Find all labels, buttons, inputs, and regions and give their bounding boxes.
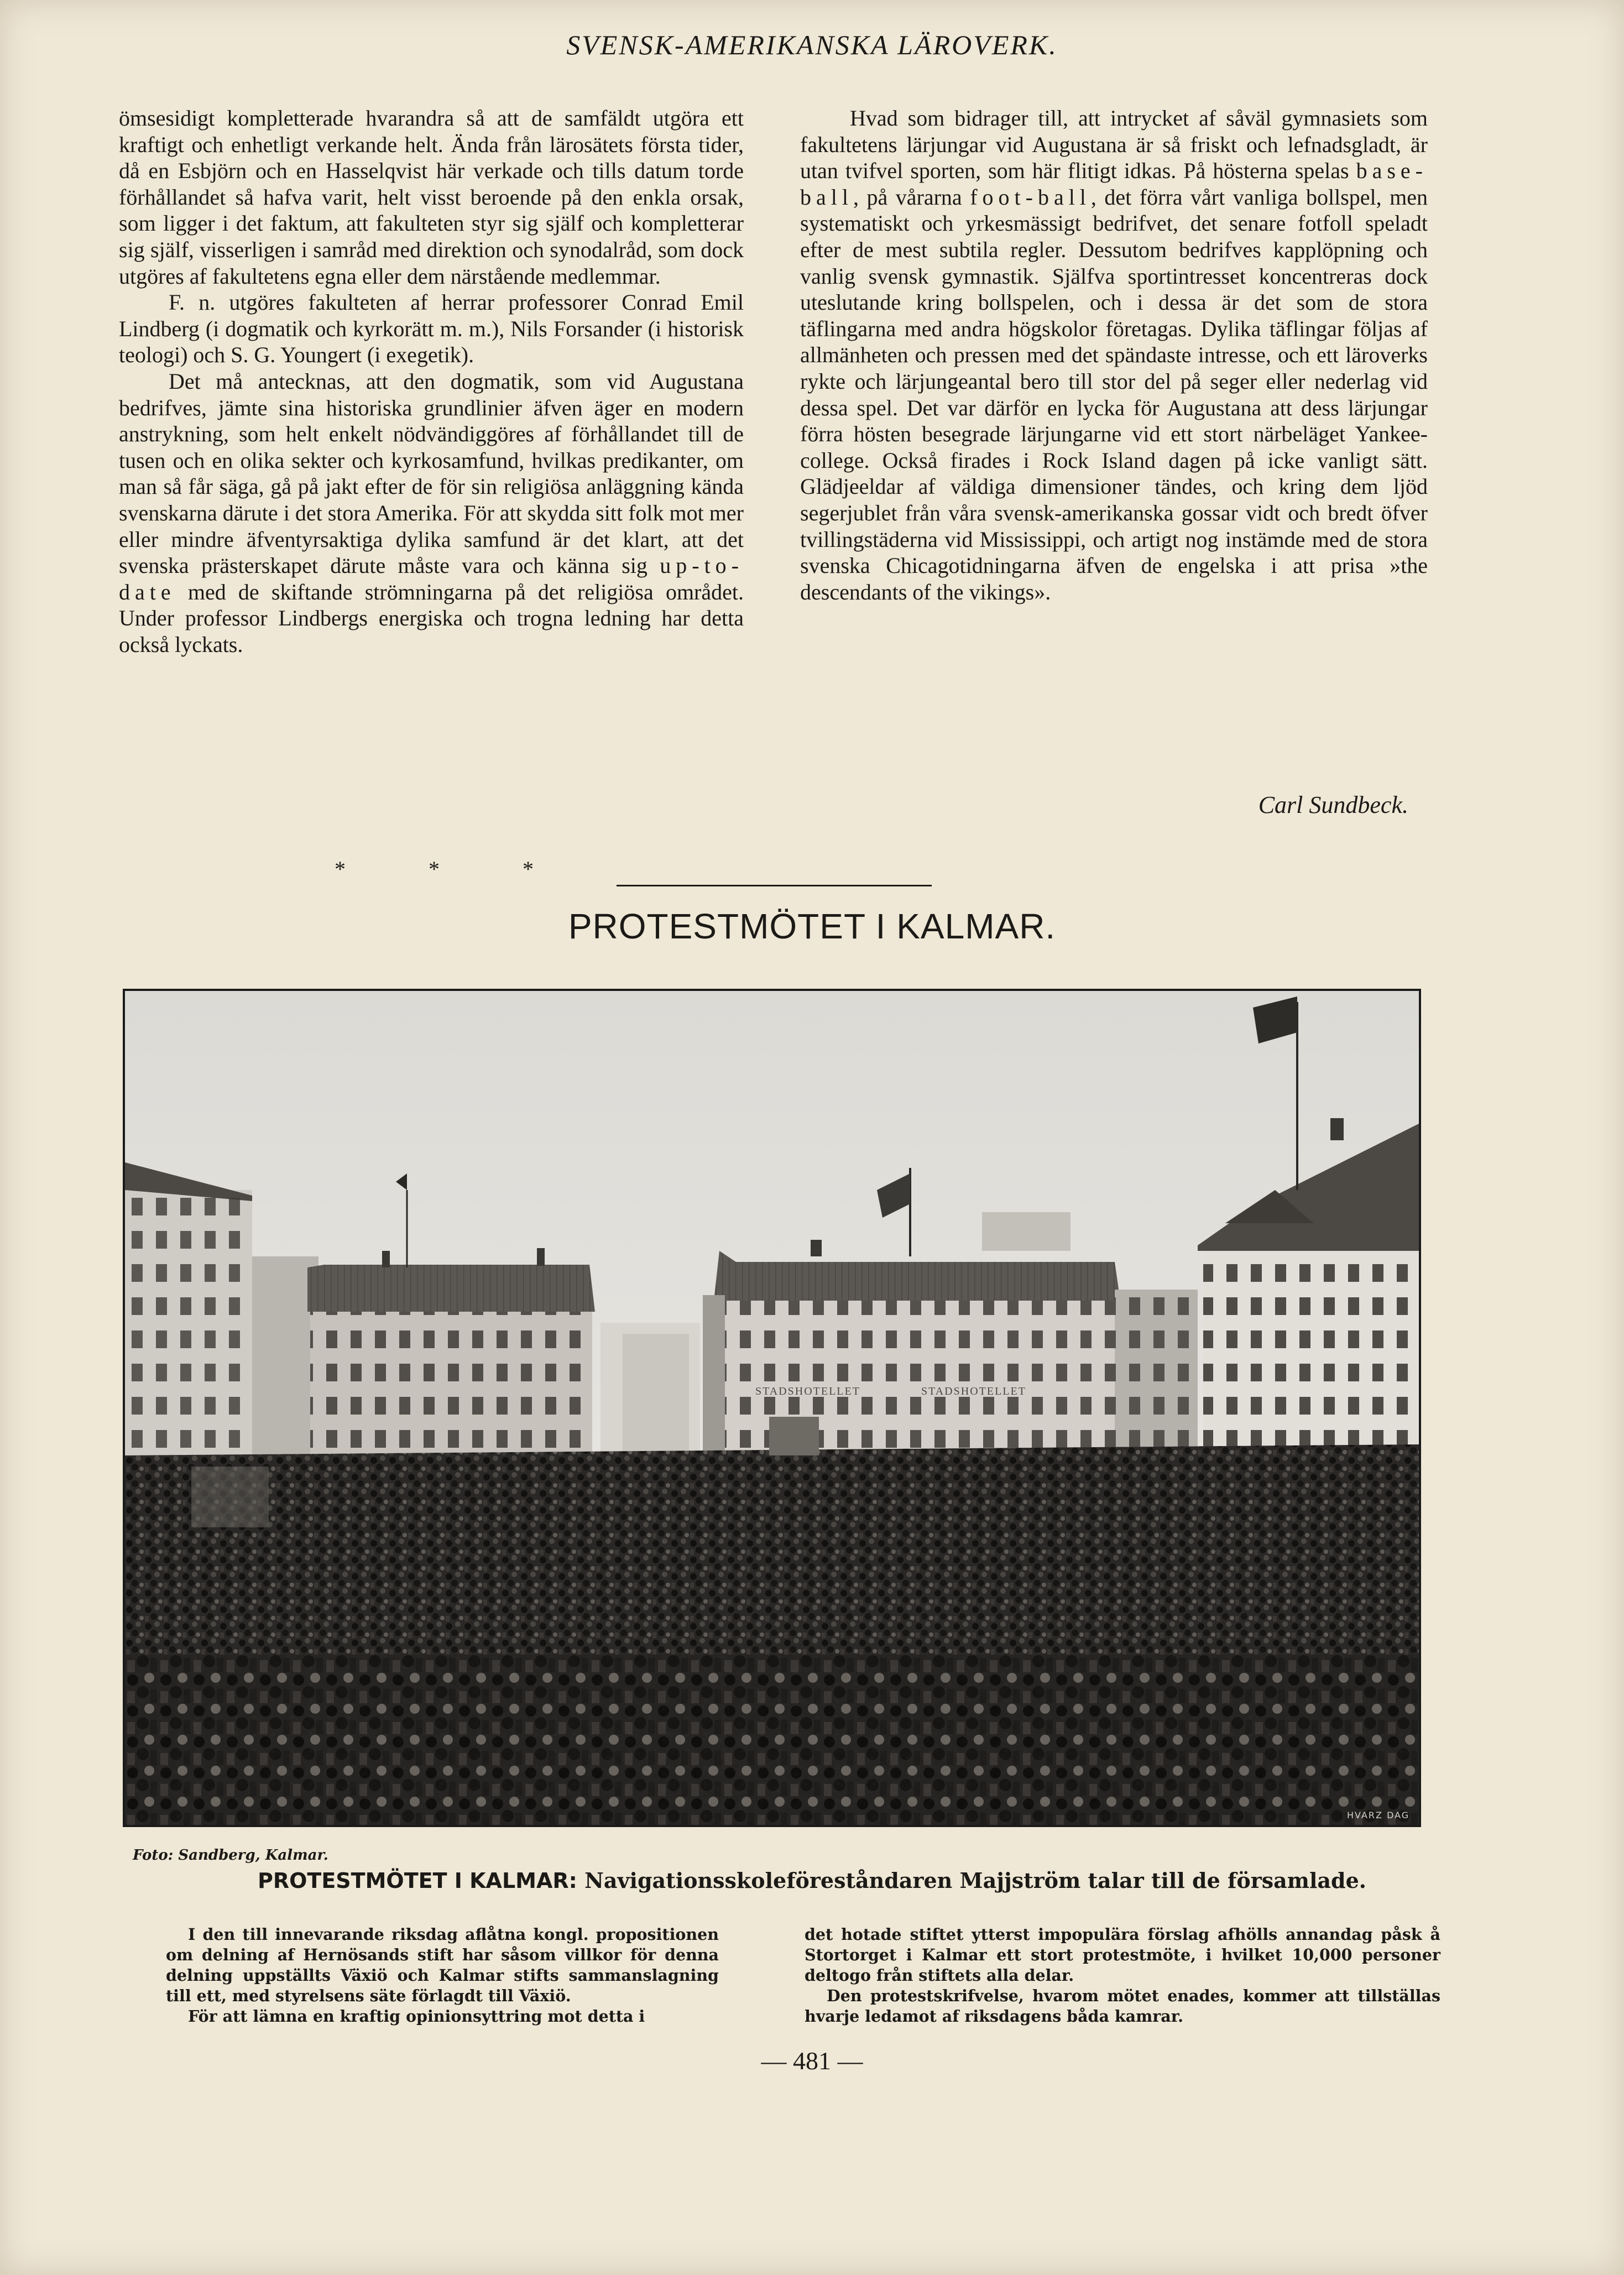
news-right-column xyxy=(805,1924,1440,2027)
hotel-sign-right: STADSHOTELLET xyxy=(921,1385,1026,1397)
spaced-up-to-date: up-to-date xyxy=(119,553,744,604)
photo-credit: Foto: Sandberg, Kalmar. xyxy=(133,1847,328,1864)
news-left-paragraph-1: I den till innevarande riksdag aflåtna kongl. propositionen om delning af Hernösands stift har såsom villkor för denna delning uppställts Växiö och Kalmar stifts sammanslagning till ett, med styrelsens säte förlagdt till Växiö. xyxy=(166,1925,719,2005)
article-right-column xyxy=(800,105,1428,605)
left-paragraph-3-start: Det må antecknas, att den dogmatik, som vid Augustana bedrifves, jämte sina historiska grundlinier äfven äger en modern anstrykning, som helt enkelt nödvändiggöres af förhållandet till de tusen och en olika sekter och kyrkosamfund, hvilkas predikanter, om man så får säga, gå på jakt efter de för sin religiösa anläggning kända svenskarna därute i det stora Amerika. För att skydda sitt folk mot mer eller mindre äfventyrsaktiga dylika samfund är det klart, att det svenska prästerskapet därute måste vara och känna sig xyxy=(119,368,744,578)
news-right-paragraph-2: Den protestskrifvelse, hvarom mötet enades, kommer att tillställas hvarje ledamot af riksdagens båda kamrar. xyxy=(805,1986,1440,2026)
hotel-sign-left: STADSHOTELLET xyxy=(755,1385,860,1397)
section-title: PROTESTMÖTET I KALMAR. xyxy=(568,906,1056,946)
right-paragraph-1-start: Hvad som bidrager till, att intrycket af såväl gymnasiets som fakultetens lärjungar vid Augustana är så friskt och lefnadsgladt, är utan tvifvel sporten, som här flitigt idkas. På hösterna spelas xyxy=(800,106,1428,184)
page-number: — 481 — xyxy=(761,2047,863,2075)
left-paragraph-3-end: med de skiftande strömningarna på det religiösa området. Under professor Lindbergs energiska och trogna ledning har detta också lyckats. xyxy=(119,579,744,657)
caption-label: PROTESTMÖTET I KALMAR: xyxy=(258,1869,577,1893)
caption-text: Navigationsskoleföreståndaren Majjström talar till de församlade. xyxy=(584,1868,1366,1893)
running-head: SVENSK-AMERIKANSKA LÄROVERK. xyxy=(566,29,1058,60)
news-left-paragraph-2: För att lämna en kraftig opinionsyttring mot detta i xyxy=(188,2007,645,2026)
separator-star: * xyxy=(523,857,534,881)
right-paragraph-1-end: , det förra vårt vanliga bollspel, men systematiskt och yrkesmässigt bedrifvet, det senare fotfoll speladt efter de mest subtila regler. Dessutom bedrifves kapplöpning och vanlig svensk gymnastik. Själfva sportintresset koncentreras dock uteslutande kring bollspelen, och i dessa är det som de stora täflingarna med andra högskolor företagas. Dylika täflingar följas af allmänheten och pressen med det spändaste intresse, och ett läroverks rykte och lärjungeantal bero till stor del på seger eller nederlag vid dessa spel. Det var därför en lycka för Augustana att dess lärjungar förra hösten besegrade lärjungarne vid ett stort närbeläget Yankee-college. Också firades i Rock Island dagen på icke vanligt sätt. Glädjeeldar af väldiga dimensioner tändes, och kring dem ljöd segerjublet från våra svensk-amerikanska gossar vidt och bredt öfver tvillingstäderna vid Mississippi, och artigt nog instämde med de stora svenska Chicagotidningarna äfven de engelska i att prisa »the descendants of the vikings». xyxy=(800,184,1428,604)
right-paragraph-1 xyxy=(800,105,1428,605)
heading-rule xyxy=(617,885,932,886)
left-paragraph-3 xyxy=(119,368,744,658)
protest-meeting-photo xyxy=(123,989,1421,1827)
section-separator xyxy=(335,856,534,882)
spaced-base-ball: base-ball xyxy=(800,158,1428,210)
photo-caption xyxy=(0,1868,1624,1893)
left-paragraph-1: ömsesidigt kompletterade hvarandra så att de samfäldt utgöra ett kraftigt och enhetligt verkande helt. Ända från lärosätets första tider, då en Esbjörn och en Hasselqvist här verkade och tills datum torde förhållandet så hafva varit, helt visst beroende på den enkla orsak, som ligger i det faktum, att fakulteten styr sig själf och kompletterar sig själf, visserligen i samråd med direktion och synodalråd, som dock utgöres af fakultetens egna eller dem närstående medlemmar. xyxy=(119,106,744,289)
right-paragraph-1-mid: , på vårarna xyxy=(853,184,962,210)
author-signature: Carl Sundbeck. xyxy=(1258,791,1408,818)
news-right-paragraph-1: det hotade stiftet ytterst impopulära förslag afhölls annandag påsk å Stortorget i Kalmar ett stort protestmöte, i hvilket 10,000 personer deltogo från stiftets alla delar. xyxy=(805,1925,1440,1985)
photo-illustration xyxy=(125,991,1419,1825)
left-paragraph-2: F. n. utgöres fakulteten af herrar professorer Conrad Emil Lindberg (i dogmatik och kyrkorätt m. m.), Nils Forsander (i historisk teologi) och S. G. Youngert (i exegetik). xyxy=(119,290,744,368)
separator-star: * xyxy=(335,857,346,881)
spaced-foot-ball: foot-ball xyxy=(970,184,1091,210)
article-left-column xyxy=(119,105,744,658)
engraver-mark: HVARZ DAG xyxy=(1347,1810,1410,1820)
separator-star: * xyxy=(429,857,440,881)
news-left-column xyxy=(166,1924,719,2027)
